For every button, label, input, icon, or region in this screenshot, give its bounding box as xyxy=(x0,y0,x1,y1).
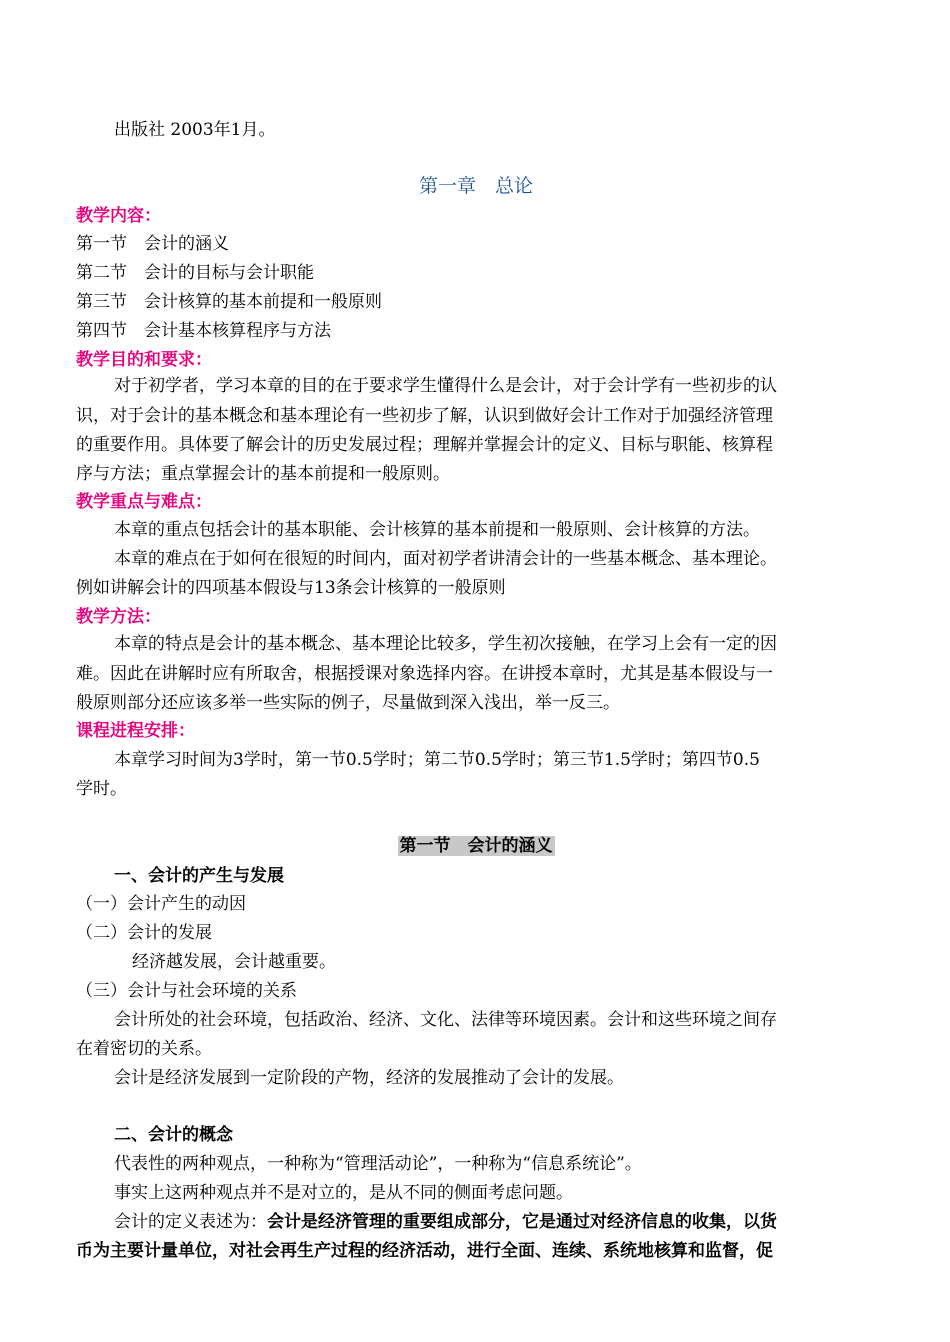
definition-prefix: 会计的定义表述为： xyxy=(114,1212,267,1232)
goals-line: 识，对于会计的基本概念和基本理论有一些初步了解，认识到做好会计工作对于加强经济管理 xyxy=(76,406,773,426)
subheading-concept: 二、会计的概念 xyxy=(114,1125,233,1145)
section-list-item: 第一节 会计的涵义 xyxy=(76,234,229,254)
sub-item: （二）会计的发展 xyxy=(76,923,212,943)
heading-goals: 教学目的和要求： xyxy=(76,350,212,370)
sub-item-text: 经济越发展，会计越重要。 xyxy=(132,952,336,972)
heading-schedule: 课程进程安排： xyxy=(76,721,195,741)
method-line: 般原则部分还应该多举一些实际的例子，尽量做到深入浅出，举一反三。 xyxy=(76,693,620,713)
method-line: 难。因此在讲解时应有所取舍，根据授课对象选择内容。在讲授本章时，尤其是基本假设与一 xyxy=(76,664,773,684)
definition-bold: 会计是经济管理的重要组成部分，它是通过对经济信息的收集，以货 xyxy=(267,1212,777,1232)
key-points-line: 本章的难点在于如何在很短的时间内，面对初学者讲清会计的一些基本概念、基本理论。 xyxy=(114,549,777,569)
goals-line: 对于初学者，学习本章的目的在于要求学生懂得什么是会计，对于会计学有一些初步的认 xyxy=(114,376,777,396)
definition-line xyxy=(114,1211,777,1233)
goals-line: 序与方法；重点掌握会计的基本前提和一般原则。 xyxy=(76,464,450,484)
subheading-origin: 一、会计的产生与发展 xyxy=(114,866,284,886)
chapter-title: 第一章 总论 xyxy=(418,175,533,197)
schedule-line: 学时。 xyxy=(76,779,127,799)
sub-item: （三）会计与社会环境的关系 xyxy=(76,981,297,1001)
section-list-item: 第四节 会计基本核算程序与方法 xyxy=(76,321,331,341)
env-line: 在着密切的关系。 xyxy=(76,1039,212,1059)
definition-bold-line: 币为主要计量单位，对社会再生产过程的经济活动，进行全面、连续、系统地核算和监督，促 xyxy=(76,1241,773,1261)
schedule-line: 本章学习时间为3学时，第一节0.5学时；第二节0.5学时；第三节1.5学时；第四节0.5 xyxy=(114,750,760,770)
section-list-item: 第二节 会计的目标与会计职能 xyxy=(76,263,314,283)
sub-item: （一）会计产生的动因 xyxy=(76,894,246,914)
key-points-line: 例如讲解会计的四项基本假设与13条会计核算的一般原则 xyxy=(76,578,506,598)
section1-title: 第一节 会计的涵义 xyxy=(399,836,553,856)
heading-method: 教学方法： xyxy=(76,607,161,627)
key-points-line: 本章的重点包括会计的基本职能、会计核算的基本前提和一般原则、会计核算的方法。 xyxy=(114,520,760,540)
env-line: 会计是经济发展到一定阶段的产物，经济的发展推动了会计的发展。 xyxy=(114,1068,624,1088)
concept-line: 事实上这两种观点并不是对立的，是从不同的侧面考虑问题。 xyxy=(114,1183,573,1203)
publisher-line: 出版社 2003年1月。 xyxy=(114,120,276,140)
env-line: 会计所处的社会环境，包括政治、经济、文化、法律等环境因素。会计和这些环境之间存 xyxy=(114,1010,777,1030)
section1-title-wrap xyxy=(76,835,876,857)
section-list-item: 第三节 会计核算的基本前提和一般原则 xyxy=(76,292,382,312)
heading-content: 教学内容： xyxy=(76,206,161,226)
heading-key-points: 教学重点与难点： xyxy=(76,492,212,512)
method-line: 本章的特点是会计的基本概念、基本理论比较多，学生初次接触，在学习上会有一定的因 xyxy=(114,634,777,654)
goals-line: 的重要作用。具体要了解会计的历史发展过程；理解并掌握会计的定义、目标与职能、核算程 xyxy=(76,435,773,455)
concept-line: 代表性的两种观点，一种称为“管理活动论”，一种称为“信息系统论”。 xyxy=(114,1154,642,1174)
